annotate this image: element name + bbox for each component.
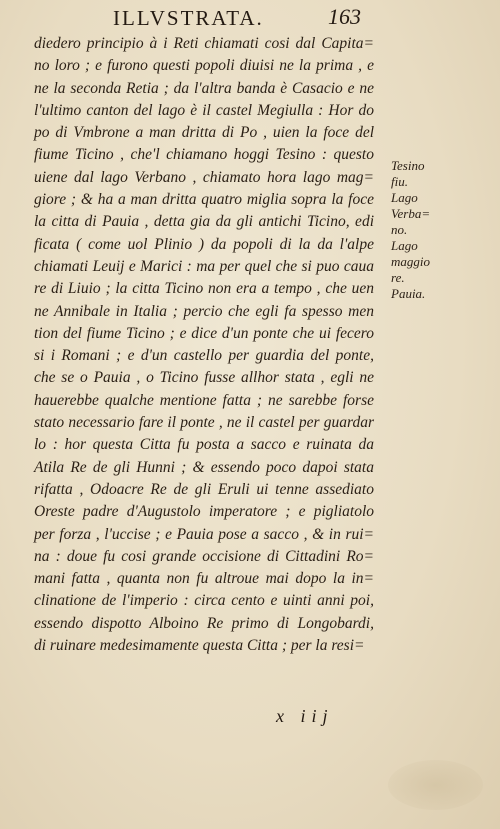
- text-line: essendo dispotto Alboino Re primo di Longobardi,: [34, 614, 374, 632]
- text-line: clinatione de l'imperio : circa cento e uinti anni poi,: [34, 592, 374, 610]
- text-line: uiene dal lago Verbano , chiamato hora lago mag=: [34, 168, 374, 186]
- margin-note-line: re.: [391, 270, 405, 285]
- text-line: giore ; & ha a man dritta quatro miglia sopra la foce: [34, 191, 374, 209]
- text-line: hauerebbe qualche mentione fatta ; ne sarebbe forse: [34, 391, 374, 409]
- text-line: per forza , l'uccise ; e Pauia pose a sacco , & in rui=: [34, 525, 374, 543]
- margin-note-line: Lago: [391, 190, 418, 205]
- margin-note-line: Pauia.: [391, 286, 426, 301]
- text-line: ficata ( come uol Plinio ) da popoli di la da l'alpe: [34, 235, 374, 253]
- margin-note-line: Lago: [391, 238, 418, 253]
- text-line: Oreste padre d'Augustolo imperatore ; e pigliatolo: [34, 503, 374, 521]
- text-line: re di Liuio ; la citta Ticino non era a tempo , che uen: [34, 280, 374, 298]
- text-line: ne la seconda Retia ; da l'altra banda è Casacio e ne: [34, 79, 374, 97]
- text-line: po di Vmbrone a man dritta di Po , uien la foce del: [34, 124, 374, 142]
- text-line: diedero principio à i Reti chiamati cosi dal Capita=: [34, 35, 374, 52]
- paper-stain: [388, 760, 483, 810]
- text-line: stato necessario fare il ponte , ne il castel per guardar: [34, 414, 374, 432]
- text-line: na : doue fu cosi grande occisione di Cittadini Ro=: [34, 547, 374, 565]
- margin-note-line: fiu.: [391, 174, 408, 189]
- text-line: chiamati Leuij e Marici : ma per quel che si puo caua: [34, 257, 374, 275]
- margin-note-line: Tesino: [391, 158, 425, 173]
- text-line: mani fatta , quanta non fu altroue mai dopo la in=: [34, 570, 374, 588]
- page-header: [0, 2, 500, 32]
- text-line: che se o Pauia , o Ticino fusse allhor stata , egli ne: [34, 369, 374, 387]
- signature-mark: x iij: [276, 706, 334, 726]
- margin-note: [391, 158, 443, 302]
- text-line: no loro ; e furono questi popoli diuisi ne la prima , e: [34, 57, 374, 75]
- margin-note-line: Verba=: [391, 206, 431, 221]
- text-line: di ruinare medesimamente questa Citta ; per la resi=: [34, 637, 365, 655]
- text-line: ne Annibale in Italia ; percio che egli fa spesso men: [34, 302, 374, 320]
- running-title: ILLVSTRATA.: [113, 6, 264, 30]
- text-line: la citta di Pauia , detta gia da gli antichi Ticino, edi: [34, 213, 374, 231]
- text-line: rifatta , Odoacre Re de gli Eruli ui tenne assediato: [34, 480, 374, 498]
- text-line: l'ultimo canton del lago è il castel Megiulla : Hor do: [34, 101, 374, 119]
- text-line: Atila Re de gli Hunni ; & essendo poco dapoi stata: [34, 458, 374, 476]
- text-line: si i Romani ; e d'un castello per guardia del ponte,: [34, 347, 374, 365]
- text-line: tion del fiume Ticino ; e dice d'un ponte che ui fecero: [34, 324, 374, 342]
- margin-note-line: no.: [391, 222, 408, 237]
- page-number: 163: [328, 4, 361, 29]
- text-line: lo : hor questa Citta fu posta a sacco e ruinata da: [34, 436, 374, 454]
- margin-note-line: maggio: [391, 254, 430, 269]
- body-text: [34, 33, 374, 657]
- text-line: fiume Ticino , che'l chiamano hoggi Tesino : questo: [34, 146, 374, 164]
